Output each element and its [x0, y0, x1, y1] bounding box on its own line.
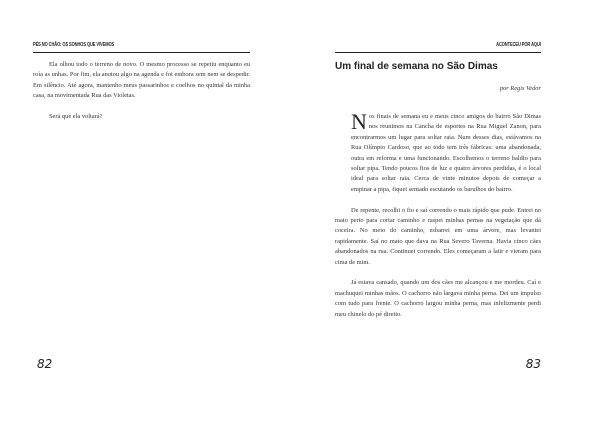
- body-text: [335, 109, 541, 330]
- paragraph-text: os finais de semana eu e meus cinco amigos do bairro São Dimas nos reunimos na Cancha de esportes na Rua Miguel Zanon, para encontrarmos um lugar para soltar raia. Num desses dias, estávamos na Rua Olímpio Cardoso, que ao todo tem três fábricas: uma abandonada, outra em reforma e uma funcionando. Escolhemos o terreno baldio para soltar pipa. Tendo poucos fios de luz e quatro árvores perdidas, é o local ideal para soltar raia. Cerca de vinte minutos depois de começar a empinar a pipa, fiquei sentado escutando os barulhos do bairro.: [351, 113, 541, 193]
- body-text: [33, 60, 250, 133]
- left-page: [33, 0, 250, 423]
- right-page: [335, 0, 541, 423]
- paragraph: Ela olhou todo o terreno de novo. O mesmo processo se repetiu enquanto eu roía as unhas. Por fim, ela anotou algo na agenda e foi embora sem nem se despedir. Em silêncio. Até agora, mantenho meus passarinhos e coelhos no quintal da minha casa, na movimentada Rua das Violetas.: [33, 61, 250, 100]
- paragraph: Já estava cansado, quando um dos cães me alcançou e me mordeu. Caí e machuquei minhas mãos. O cachorro não largava minha perna. Dei um impulso com tudo para frente. O cachorro largou minha perna, mas infelizmente perdi meu chinelo do pé direito.: [335, 279, 541, 318]
- drop-cap: N: [351, 109, 367, 134]
- article-title: Um final de semana no São Dimas: [335, 61, 498, 72]
- running-head: PÉS NO CHÃO: OS SONHOS QUE VIVEMOS: [33, 42, 115, 48]
- page-number: 82: [37, 357, 53, 371]
- article-byline: por Regis Vedor: [499, 85, 541, 92]
- header-rule: [33, 52, 250, 53]
- paragraph: De repente, recolhi o fio e saí correndo o mais rápido que pude. Entrei no mato perto para cortar caminho e raspei minhas pernas na vegetação que dá coceira. No meio do caminho, esbarrei em uma árvore, mas levantei rapidamente. Saí no mato que dava na Rua Severo Taverna. Havia cinco cães abandonados na rua. Continuei correndo. Eles começaram a latir e vieram para cima de mim.: [335, 206, 541, 266]
- running-head: ACONTECEU POR AQUI: [496, 42, 541, 48]
- page-number: 83: [525, 357, 541, 371]
- header-rule: [335, 52, 541, 53]
- paragraph: Será que ela voltará?: [49, 113, 103, 121]
- paragraph: [335, 109, 541, 195]
